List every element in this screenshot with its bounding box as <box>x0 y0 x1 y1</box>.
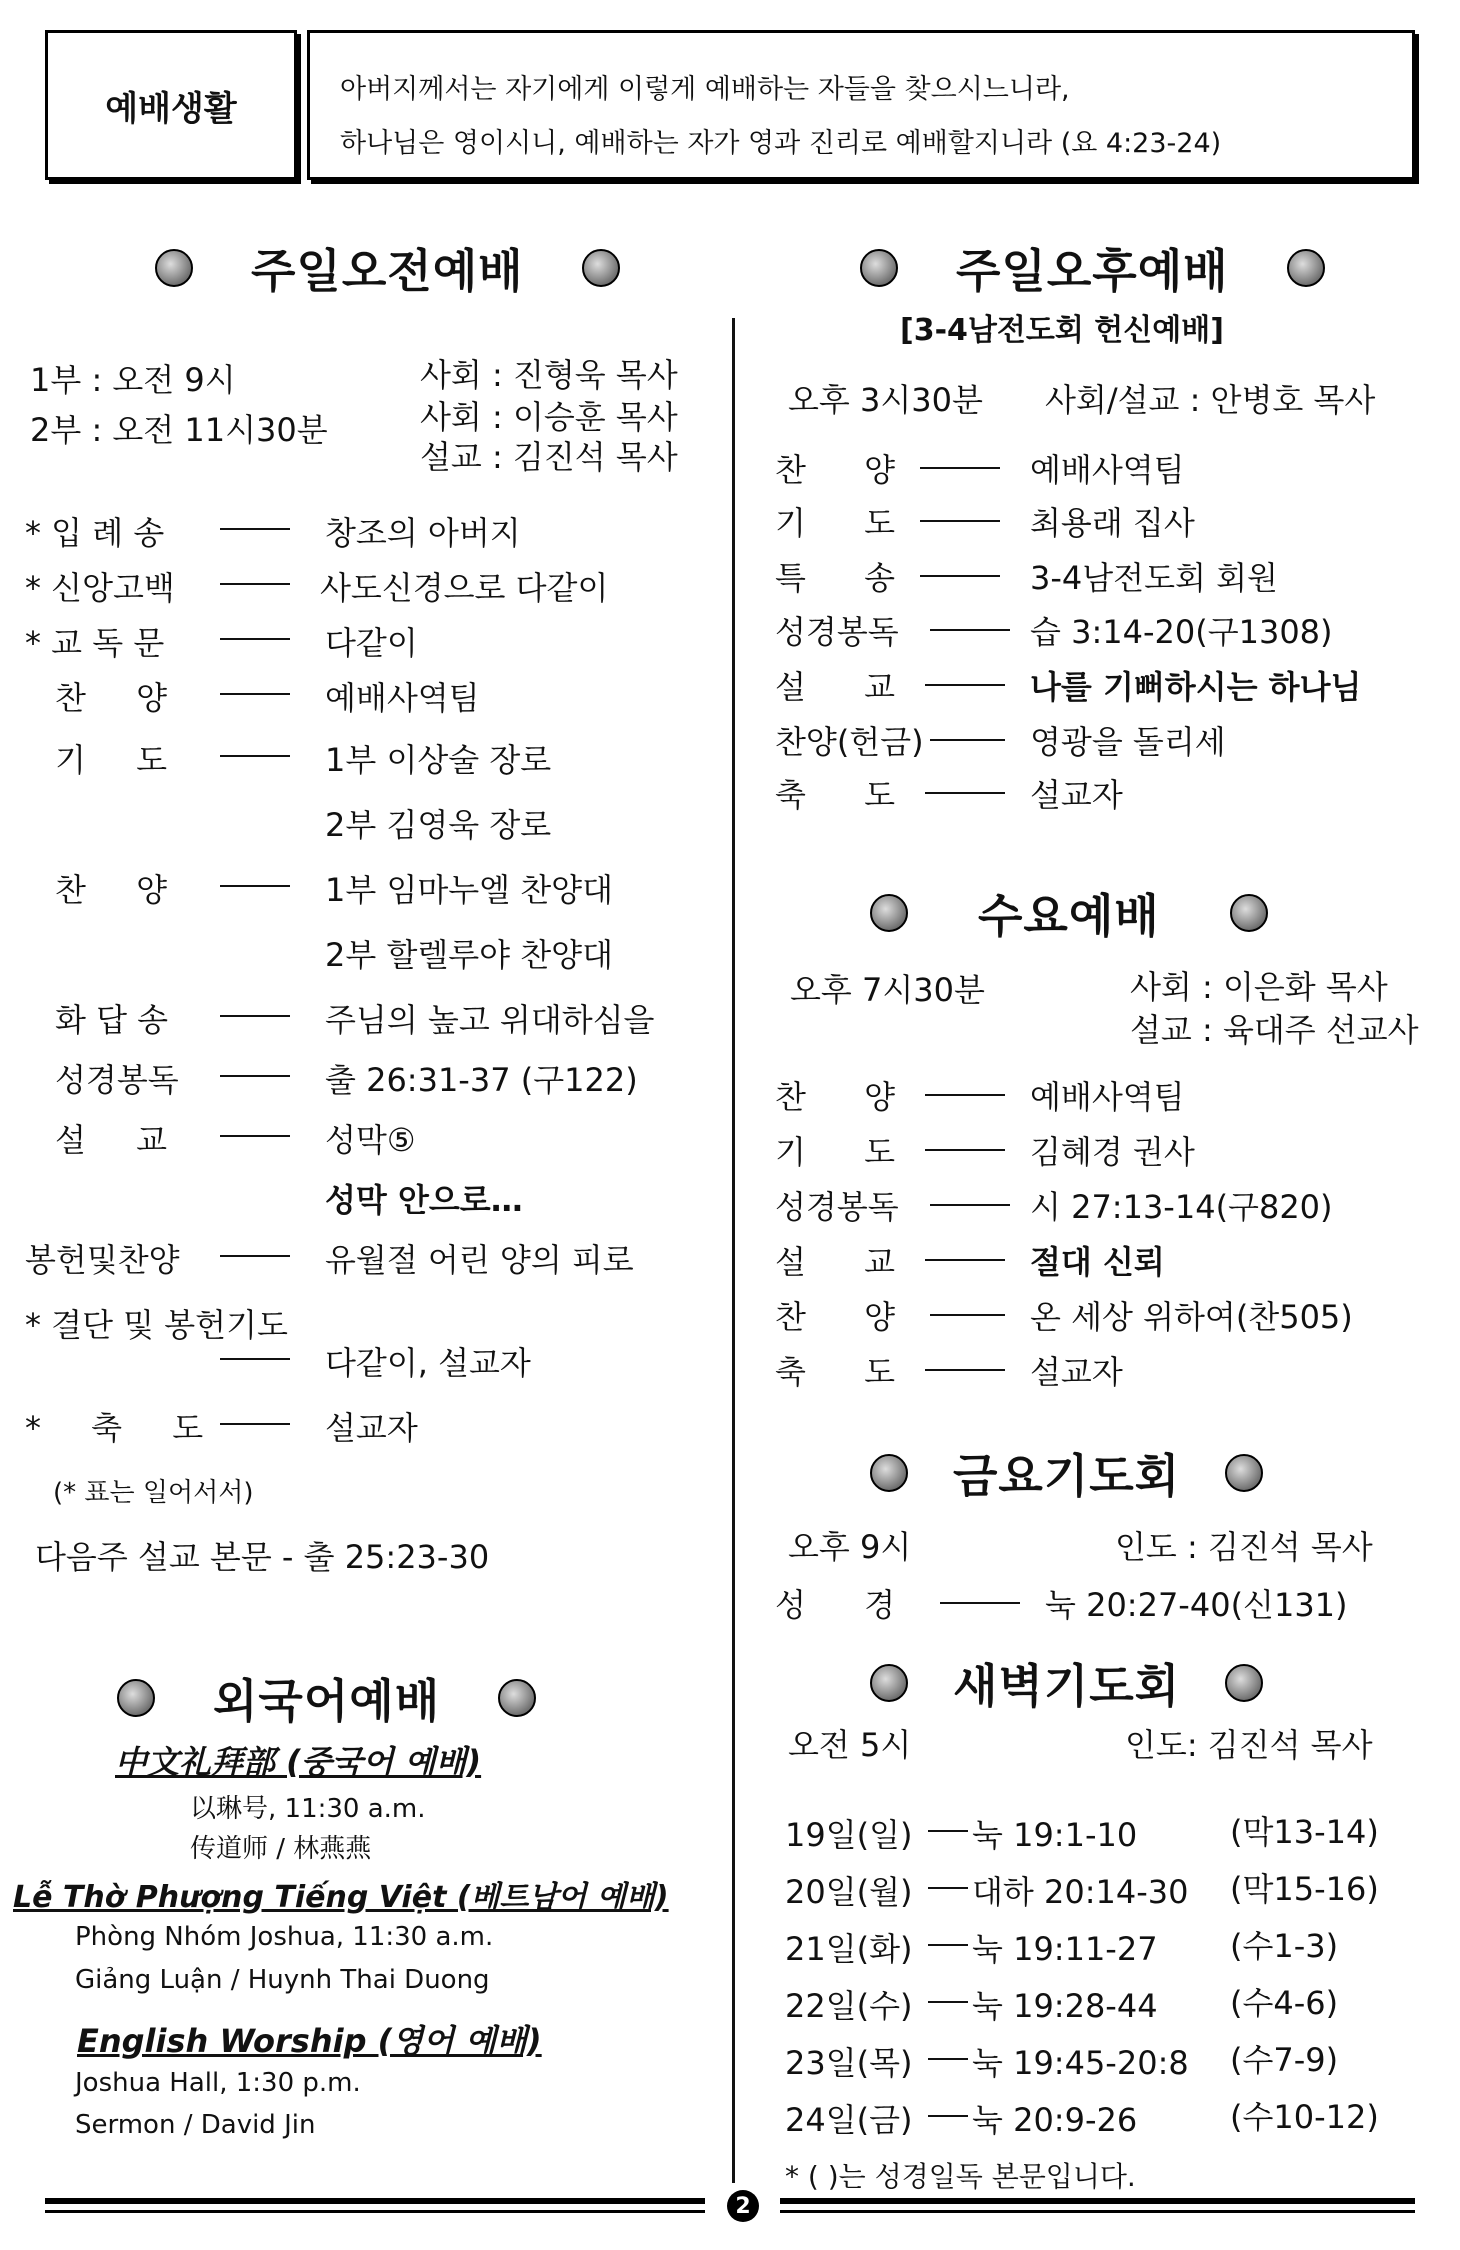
english-service-title: English Worship (영어 예배) <box>77 2022 542 2060</box>
sunday-am-title: 주일오전예배 <box>155 235 620 301</box>
column-divider <box>732 318 735 2183</box>
wed-sermon-title: 절대 신뢰 <box>1030 1243 1165 1281</box>
dash <box>930 1314 1005 1316</box>
schedule-day: 23일(목) <box>785 2044 913 2082</box>
bullet-icon <box>1287 249 1325 287</box>
am-item-label: 기 도 <box>55 741 167 779</box>
wed-item-value: 설교자 <box>1030 1353 1123 1391</box>
wed-preacher: 설교 : 육대주 선교사 <box>1130 1011 1419 1049</box>
am-item-label: 봉헌및찬양 <box>25 1241 180 1279</box>
pm-item-value: 예배사역팀 <box>1030 451 1185 489</box>
wednesday-title: 수요예배 <box>870 880 1268 946</box>
schedule-day: 19일(일) <box>785 1816 913 1854</box>
chinese-line1: 以琳号, 11:30 a.m. <box>190 1794 426 1824</box>
am-item-value: 1부 이상술 장로 <box>325 741 552 779</box>
pm-item-label: 찬 양 <box>775 451 895 489</box>
pm-item-value: 설교자 <box>1030 776 1123 814</box>
viet-line2: Giảng Luận / Huynh Thai Duong <box>75 1965 490 1995</box>
dash <box>925 1149 1005 1151</box>
pm-item-value: 영광을 돌리세 <box>1030 723 1226 761</box>
dash <box>220 583 290 585</box>
dash <box>940 1602 1020 1604</box>
am-item-label: 설 교 <box>55 1121 167 1159</box>
schedule-daily: (막15-16) <box>1230 1870 1379 1908</box>
bullet-icon <box>1225 1454 1263 1492</box>
pm-item-value: 습 3:14-20(구1308) <box>1030 613 1333 651</box>
dash <box>220 638 290 640</box>
schedule-day: 22일(수) <box>785 1987 913 2025</box>
bullet-icon <box>1225 1664 1263 1702</box>
am-session2: 2부 : 오전 11시30분 <box>30 411 328 449</box>
dash <box>220 1423 290 1425</box>
am-item-value: 1부 임마누엘 찬양대 <box>325 871 613 909</box>
dash <box>928 2058 968 2060</box>
schedule-reading: 눅 19:45-20:8 <box>972 2044 1189 2082</box>
am-item-value: 예배사역팀 <box>325 679 480 717</box>
dash <box>925 1369 1005 1371</box>
bullet-icon <box>498 1679 536 1717</box>
dash <box>220 528 290 530</box>
section-label: 예배생활 <box>45 30 297 180</box>
sermon-title: 성막 안으로… <box>325 1181 523 1219</box>
footer-rule <box>45 2210 705 2213</box>
wed-item-value: 시 27:13-14(구820) <box>1030 1188 1333 1226</box>
pm-item-label: 특 송 <box>775 559 895 597</box>
am-leader2: 사회 : 이승훈 목사 <box>420 398 678 436</box>
schedule-day: 24일(금) <box>785 2101 913 2139</box>
am-item-label: 찬 양 <box>55 679 167 717</box>
wed-item-value: 예배사역팀 <box>1030 1078 1185 1116</box>
fri-scripture: 눅 20:27-40(신131) <box>1045 1586 1348 1624</box>
wed-item-label: 기 도 <box>775 1133 895 1171</box>
chinese-service-title: 中文礼拜部 (중국어 예배) <box>115 1743 482 1781</box>
am-item-value: 출 26:31-37 (구122) <box>325 1061 638 1099</box>
footer-rule <box>45 2198 705 2204</box>
pm-item-label: 기 도 <box>775 504 895 542</box>
wed-item-value: 온 세상 위하여(찬505) <box>1030 1298 1353 1336</box>
am-item-value: 다같이 <box>325 624 418 662</box>
dash <box>930 629 1010 631</box>
bullet-icon <box>155 249 193 287</box>
dash <box>928 2001 968 2003</box>
schedule-day: 20일(월) <box>785 1873 913 1911</box>
pm-sermon-title: 나를 기뻐하시는 하나님 <box>1030 668 1362 706</box>
dash <box>920 520 1000 522</box>
am-item-value: 다같이, 설교자 <box>325 1344 531 1382</box>
am-item-value2: 2부 할렐루야 찬양대 <box>325 936 613 974</box>
dash <box>220 1358 290 1360</box>
dash <box>925 792 1005 794</box>
am-item-label: * 축 도 <box>25 1409 204 1447</box>
am-item-label: 성경봉독 <box>55 1061 179 1099</box>
dash <box>220 755 290 757</box>
dash <box>220 1255 290 1257</box>
dawn-time: 오전 5시 <box>788 1726 912 1764</box>
schedule-reading: 눅 19:28-44 <box>972 1987 1158 2025</box>
dash <box>920 467 1000 469</box>
bullet-icon <box>860 249 898 287</box>
am-item-label: * 입 례 송 <box>25 514 165 552</box>
schedule-daily: (수1-3) <box>1230 1927 1339 1965</box>
dash <box>930 1204 1010 1206</box>
vietnamese-service-title: Lễ Thờ Phượng Tiếng Việt (베트남어 예배) <box>13 1880 669 1915</box>
dash <box>928 1944 968 1946</box>
dash <box>220 1135 290 1137</box>
viet-line1: Phòng Nhóm Joshua, 11:30 a.m. <box>75 1922 494 1952</box>
header-verse <box>307 30 1415 180</box>
fri-leader: 인도 : 김진석 목사 <box>1115 1528 1373 1566</box>
footer-rule <box>780 2198 1415 2204</box>
wed-item-label: 찬 양 <box>775 1298 895 1336</box>
pm-item-label: 찬양(헌금) <box>775 723 924 761</box>
verse-line-2: 하나님은 영이시니, 예배하는 자가 영과 진리로 예배할지니라 (요 4:23-24) <box>340 128 1222 159</box>
wed-item-label: 설 교 <box>775 1243 895 1281</box>
wed-item-label: 찬 양 <box>775 1078 895 1116</box>
friday-title: 금요기도회 <box>870 1440 1263 1506</box>
sunday-pm-title: 주일오후예배 <box>860 235 1325 301</box>
am-leader1: 사회 : 진형욱 목사 <box>420 356 678 394</box>
footer-rule <box>780 2210 1415 2213</box>
am-item-value2: 2부 김영욱 장로 <box>325 806 552 844</box>
english-line2: Sermon / David Jin <box>75 2110 316 2140</box>
fri-time: 오후 9시 <box>788 1528 912 1566</box>
dash <box>928 1830 968 1832</box>
dawn-leader: 인도: 김진석 목사 <box>1125 1726 1373 1764</box>
am-item-value: 주님의 높고 위대하심을 <box>325 1001 655 1039</box>
schedule-reading: 눅 19:1-10 <box>972 1816 1138 1854</box>
wed-item-value: 김혜경 권사 <box>1030 1133 1195 1171</box>
page-header <box>45 30 1415 182</box>
page-footer <box>45 2190 1415 2230</box>
schedule-reading: 눅 19:11-27 <box>972 1930 1158 1968</box>
wed-item-label: 축 도 <box>775 1353 895 1391</box>
dash <box>928 1887 968 1889</box>
dash <box>920 575 1000 577</box>
dawn-title: 새벽기도회 <box>870 1650 1263 1716</box>
english-line1: Joshua Hall, 1:30 p.m. <box>75 2068 361 2098</box>
dash <box>925 1094 1005 1096</box>
pm-leader: 사회/설교 : 안병호 목사 <box>1045 381 1376 419</box>
pm-subtitle: [3-4남전도회 헌신예배] <box>900 313 1224 348</box>
pm-item-label: 성경봉독 <box>775 613 899 651</box>
schedule-daily: (수4-6) <box>1230 1984 1339 2022</box>
am-item-value: 유월절 어린 양의 피로 <box>325 1241 634 1279</box>
bullet-icon <box>117 1679 155 1717</box>
wed-leader: 사회 : 이은화 목사 <box>1130 968 1388 1006</box>
standing-note: (* 표는 일어서서) <box>53 1478 254 1508</box>
am-session1: 1부 : 오전 9시 <box>30 361 236 399</box>
pm-item-label: 설 교 <box>775 668 895 706</box>
dash <box>925 684 1005 686</box>
dash <box>928 2115 968 2117</box>
foreign-title: 외국어예배 <box>117 1665 536 1731</box>
pm-item-value: 3-4남전도회 회원 <box>1030 559 1278 597</box>
am-item-value: 설교자 <box>325 1409 418 1447</box>
pm-item-value: 최용래 집사 <box>1030 504 1195 542</box>
schedule-reading: 눅 20:9-26 <box>972 2101 1138 2139</box>
wed-time: 오후 7시30분 <box>790 971 985 1009</box>
wed-item-label: 성경봉독 <box>775 1188 899 1226</box>
bullet-icon <box>870 1664 908 1702</box>
am-item-value: 사도신경으로 다같이 <box>320 569 609 607</box>
bullet-icon <box>582 249 620 287</box>
pm-time: 오후 3시30분 <box>788 381 983 419</box>
bullet-icon <box>1230 894 1268 932</box>
am-item-value: 창조의 아버지 <box>325 514 521 552</box>
am-item-label: * 교 독 문 <box>25 624 165 662</box>
bullet-icon <box>870 894 908 932</box>
pm-item-label: 축 도 <box>775 776 895 814</box>
schedule-reading: 대하 20:14-30 <box>972 1873 1189 1911</box>
schedule-daily: (막13-14) <box>1230 1813 1379 1851</box>
dash <box>220 1075 290 1077</box>
dawn-note: * ( )는 성경일독 본문입니다. <box>785 2160 1136 2193</box>
bullet-icon <box>870 1454 908 1492</box>
am-item-label: * 결단 및 봉헌기도 <box>25 1306 288 1344</box>
fri-scripture-label: 성 경 <box>775 1586 895 1624</box>
schedule-daily: (수7-9) <box>1230 2041 1339 2079</box>
page-number: 2 <box>727 2190 759 2222</box>
next-week-text: 다음주 설교 본문 - 출 25:23-30 <box>35 1538 490 1576</box>
dash <box>925 1259 1005 1261</box>
dash <box>220 693 290 695</box>
am-preacher: 설교 : 김진석 목사 <box>420 438 678 476</box>
dash <box>220 885 290 887</box>
am-item-value: 성막⑤ <box>325 1121 416 1159</box>
am-item-label: 화 답 송 <box>55 1001 169 1039</box>
dash <box>930 739 1005 741</box>
am-item-label: 찬 양 <box>55 871 167 909</box>
chinese-line2: 传道师 / 林燕燕 <box>190 1834 372 1864</box>
verse-line-1: 아버지께서는 자기에게 이렇게 예배하는 자들을 찾으시느니라, <box>340 74 1070 105</box>
schedule-day: 21일(화) <box>785 1930 913 1968</box>
dash <box>220 1015 290 1017</box>
schedule-daily: (수10-12) <box>1230 2098 1379 2136</box>
am-item-label: * 신앙고백 <box>25 569 175 607</box>
